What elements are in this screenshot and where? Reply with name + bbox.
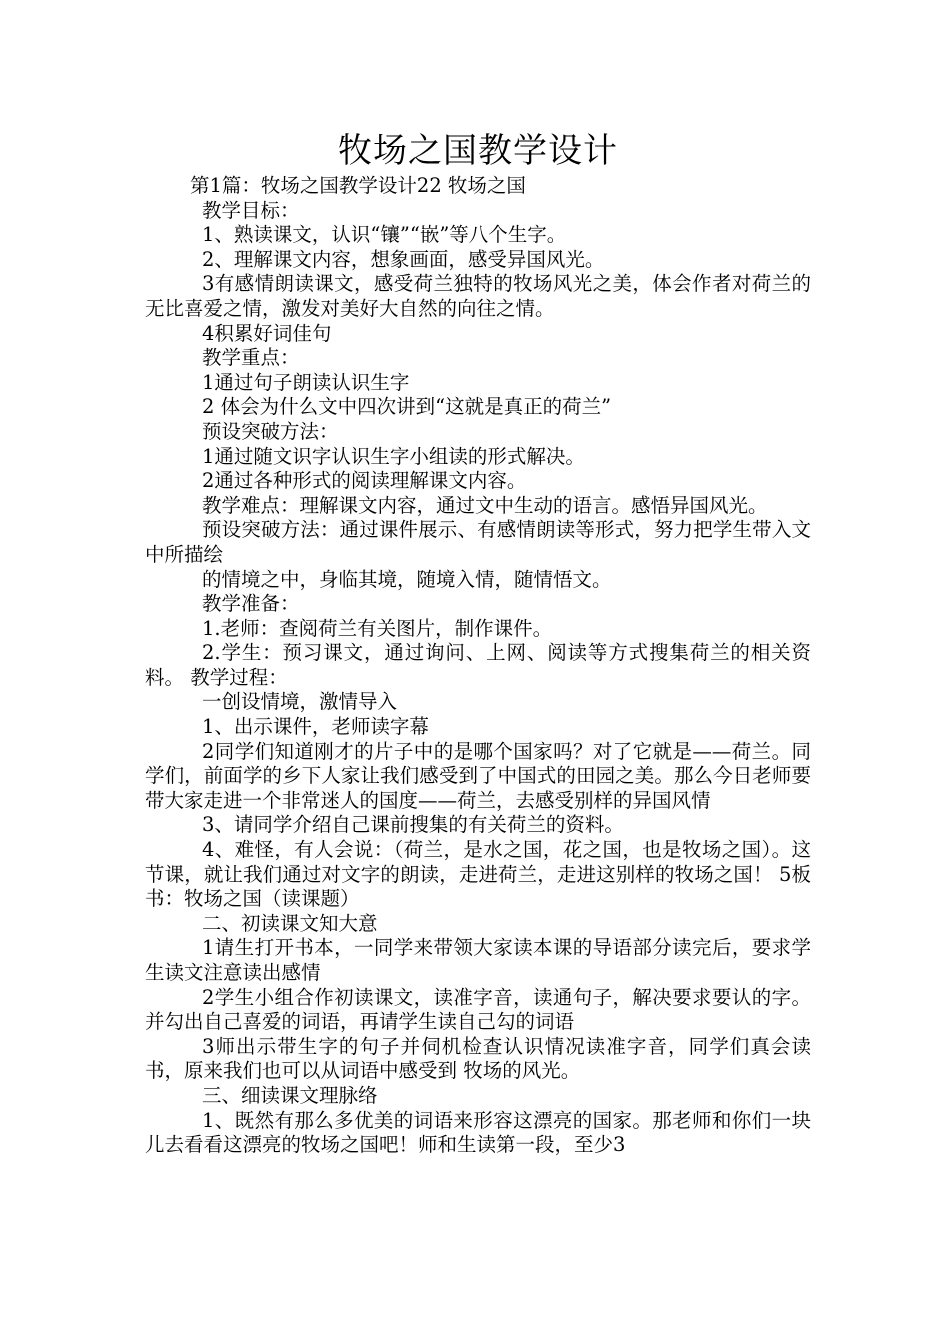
- document-body: [145, 199, 811, 1158]
- paragraph-heading-method: 预设突破方法：: [202, 419, 339, 443]
- document-title: 牧场之国教学设计: [338, 131, 618, 171]
- paragraph: 1请生打开书本，一同学来带领大家读本课的导语部分读完后，要求学生读文注意读出感情: [145, 936, 811, 984]
- paragraph: 2同学们知道刚才的片子中的是哪个国家吗？对了它就是——荷兰。同学们，前面学的乡下人家让我们感受到了中国式的田园之美。那么今日老师要带大家走进一个非常迷人的国度——荷兰，去感受别样的异国风情: [145, 739, 811, 812]
- paragraph-section-2: 二、初读课文知大意: [202, 911, 378, 935]
- paragraph: 2.学生：预习课文，通过询问、上网、阅读等方式搜集荷兰的相关资料。 教学过程：: [145, 641, 811, 689]
- paragraph: 2通过各种形式的阅读理解课文内容。: [202, 469, 527, 493]
- paragraph: 3师出示带生字的句子并伺机检查认识情况读准字音，同学们真会读书，原来我们也可以从词语中感受到 牧场的风光。: [145, 1034, 811, 1083]
- paragraph: 2、理解课文内容，想象画面，感受异国风光。: [202, 247, 605, 271]
- paragraph: 4积累好词佳句: [202, 321, 332, 345]
- paragraph-heading-prep: 教学准备：: [202, 592, 300, 616]
- document-page: [145, 128, 811, 1158]
- paragraph: 教学难点：理解课文内容，通过文中生动的语言。感悟异国风光。: [202, 493, 768, 517]
- paragraph: 1、熟读课文，认识“镶”“嵌”等八个生字。: [202, 223, 567, 247]
- paragraph: 3有感情朗读课文，感受荷兰独特的牧场风光之美，体会作者对荷兰的无比喜爱之情，激发对美好大自然的向往之情。: [145, 272, 811, 320]
- paragraph: 预设突破方法：通过课件展示、有感情朗读等形式，努力把学生带入文中所描绘: [145, 518, 811, 566]
- paragraph-section-1: 一创设情境，激情导入: [202, 690, 398, 714]
- paragraph: 3、请同学介绍自己课前搜集的有关荷兰的资料。: [202, 813, 624, 837]
- paragraph: 2学生小组合作初读课文，读准字音，读通句子，解决要求要认的字。并勾出自己喜爱的词语，再请学生读自己勾的词语: [145, 985, 811, 1034]
- paragraph: 1通过随文识字认识生字小组读的形式解决。: [202, 444, 585, 468]
- paragraph: 的情境之中，身临其境，随境入情，随情悟文。: [202, 567, 612, 591]
- document-subtitle: 第1篇：牧场之国教学设计22 牧场之国: [190, 174, 526, 197]
- paragraph-heading-goals: 教学目标：: [202, 198, 300, 222]
- paragraph: 1、既然有那么多优美的词语来形容这漂亮的国家。那老师和你们一块儿去看看这漂亮的牧场之国吧！师和生读第一段，至少3: [145, 1108, 811, 1157]
- paragraph: 1通过句子朗读认识生字: [202, 370, 410, 394]
- paragraph: 2 体会为什么文中四次讲到“这就是真正的荷兰”: [202, 395, 612, 419]
- paragraph: 1.老师：查阅荷兰有关图片，制作课件。: [202, 616, 553, 640]
- paragraph: 4、难怪，有人会说：（荷兰，是水之国，花之国，也是牧场之国）。这节课，就让我们通过对文字的朗读，走进荷兰，走进这别样的牧场之国！ 5板书：牧场之国（读课题）: [145, 838, 811, 911]
- paragraph-heading-focus: 教学重点：: [202, 346, 300, 370]
- paragraph-section-3: 三、细读课文理脉络: [202, 1083, 378, 1107]
- paragraph: 1、出示课件，老师读字幕: [202, 715, 429, 739]
